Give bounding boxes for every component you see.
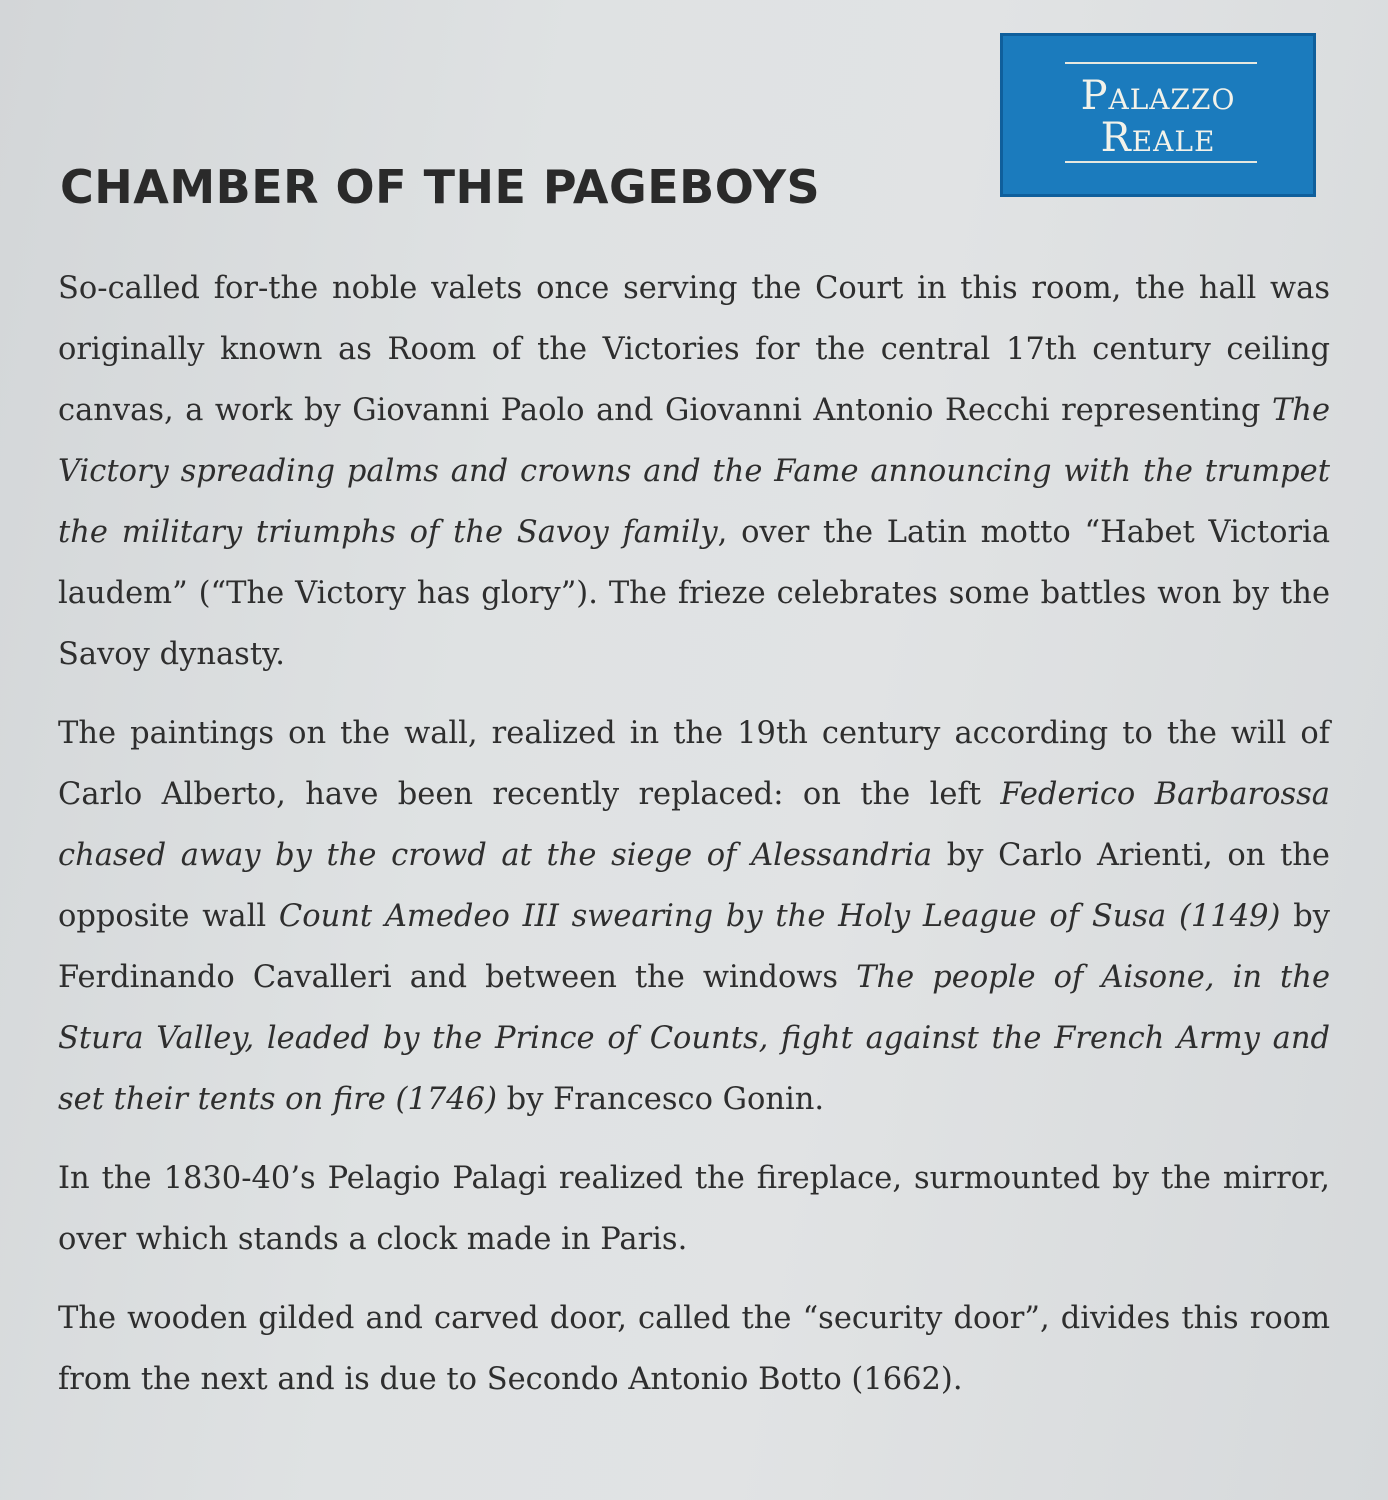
paragraph-1-text-2: , over the Latin motto “Habet Victoria laudem” (“The Victory has glory”). The frieze celebrates some battles won by the Savoy dynasty. [58,515,1330,672]
paragraph-2-text-3: by Ferdinando Cavalleri and between the windows [58,899,1330,995]
paragraph-2-artwork-title-1: Federico Barbarossa chased away by the crowd at the siege of Alessandria [58,777,1330,873]
paragraph-2-text-4: by Francesco Gonin. [496,1082,825,1117]
paragraph-2-artwork-title-3: The people of Aisone, in the Stura Valley, leaded by the Prince of Counts, fight against the French Army and set their tents on fire (1746) [58,960,1330,1117]
paragraph-3 [58,1148,1330,1270]
paragraph-1-artwork-title: The Victory spreading palms and crowns and the Fame announcing with the trumpet the military triumphs of the Savoy family [58,393,1330,550]
paragraph-4 [58,1288,1330,1410]
paragraph-1 [58,258,1330,685]
paragraph-2-artwork-title-2: Count Amedeo III swearing by the Holy League of Susa (1149) [278,899,1281,934]
paragraph-3-text-1: In the 1830-40’s Pelagio Palagi realized the fireplace, surmounted by the mirror, over which stands a clock made in Paris. [58,1161,1330,1257]
page-title: CHAMBER OF THE PAGEBOYS [60,160,821,214]
paragraph-4-text-1: The wooden gilded and carved door, called the “security door”, divides this room from the next and is due to Secondo Antonio Botto (1662). [58,1301,1330,1397]
paragraph-1-text-1: So-called for-the noble valets once serving the Court in this room, the hall was originally known as Room of the Victories for the central 17th century ceiling canvas, a work by Giovanni Paolo and Giovanni Antonio Recchi representing [58,271,1330,428]
paragraph-2-text-1: The paintings on the wall, realized in the 19th century according to the will of Carlo Alberto, have been recently replaced: on the left [58,716,1330,812]
palazzo-reale-logo [1000,33,1316,197]
paragraph-2-text-2: by Carlo Arienti, on the opposite wall [58,838,1330,934]
logo-top-rule [1065,62,1257,64]
logo-line-1: Palazzo [1080,73,1236,119]
paragraph-2 [58,703,1330,1130]
logo-line-2: Reale [1100,115,1216,161]
description-text [58,258,1330,1428]
logo-bottom-rule [1065,161,1257,163]
